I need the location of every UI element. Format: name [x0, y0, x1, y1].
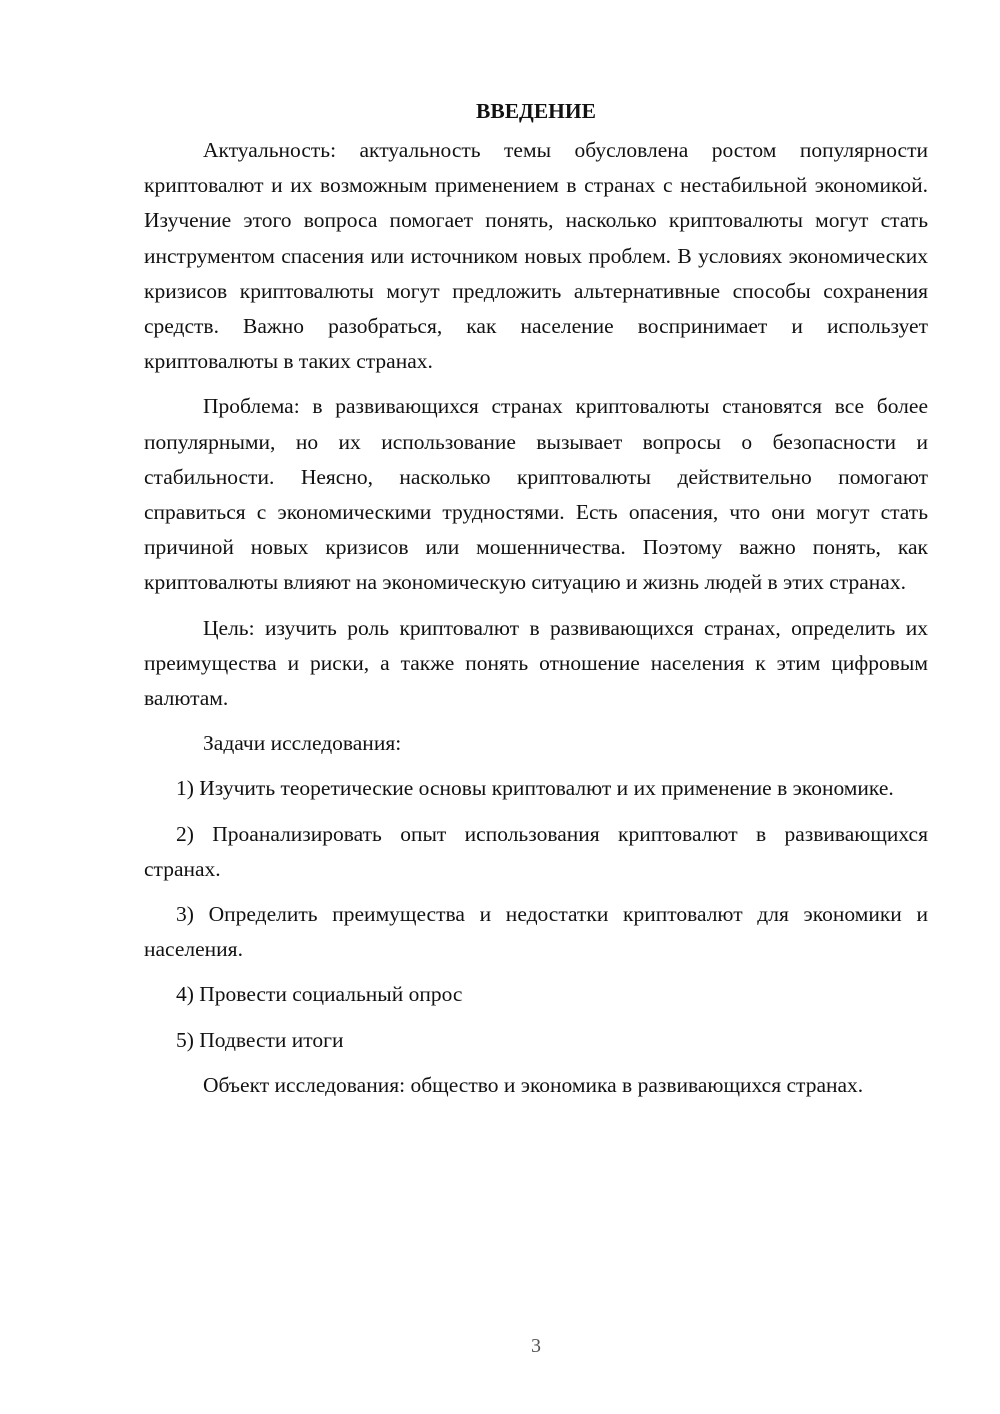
task-item-1: 1) Изучить теоретические основы криптовалют и их применение в экономике.	[176, 776, 894, 801]
paragraph-relevance: Актуальность: актуальность темы обусловлена ростом популярности криптовалют и их возможным применением в странах с нестабильной экономикой. Изучение этого вопроса помогает понять, насколько криптовалюты могут стать инструментом спасения или источником новых проблем. В условиях экономических кризисов криптовалюты могут предложить альтернативные способы сохранения средств. Важно разобраться, как население воспринимает и использует криптовалюты в таких странах.	[144, 138, 928, 374]
task-item-5: 5) Подвести итоги	[176, 1027, 344, 1052]
paragraph-goal: Цель: изучить роль криптовалют в развивающихся странах, определить их преимущества и риски, а также понять отношение населения к этим цифровым валютам.	[144, 615, 928, 711]
task-item-3: 3) Определить преимущества и недостатки криптовалют для экономики и населения.	[144, 902, 928, 962]
tasks-heading: Задачи исследования:	[203, 731, 402, 756]
section-heading: ВВЕДЕНИЕ	[476, 99, 596, 123]
paragraph-object: Объект исследования: общество и экономика в развивающихся странах.	[203, 1072, 864, 1097]
page-content	[144, 97, 928, 1113]
paragraph-problem: Проблема: в развивающихся странах криптовалюты становятся все более популярными, но их использование вызывает вопросы о безопасности и стабильности. Неясно, насколько криптовалюты действительно помогают справиться с экономическими трудностями. Есть опасения, что они могут стать причиной новых кризисов или мошенничества. Поэтому важно понять, как криптовалюты влияют на экономическую ситуацию и жизнь людей в этих странах.	[144, 394, 928, 595]
task-item-4: 4) Провести социальный опрос	[176, 982, 463, 1007]
page-number: 3	[531, 1335, 541, 1357]
task-item-2: 2) Проанализировать опыт использования криптовалют в развивающихся странах.	[144, 821, 928, 881]
